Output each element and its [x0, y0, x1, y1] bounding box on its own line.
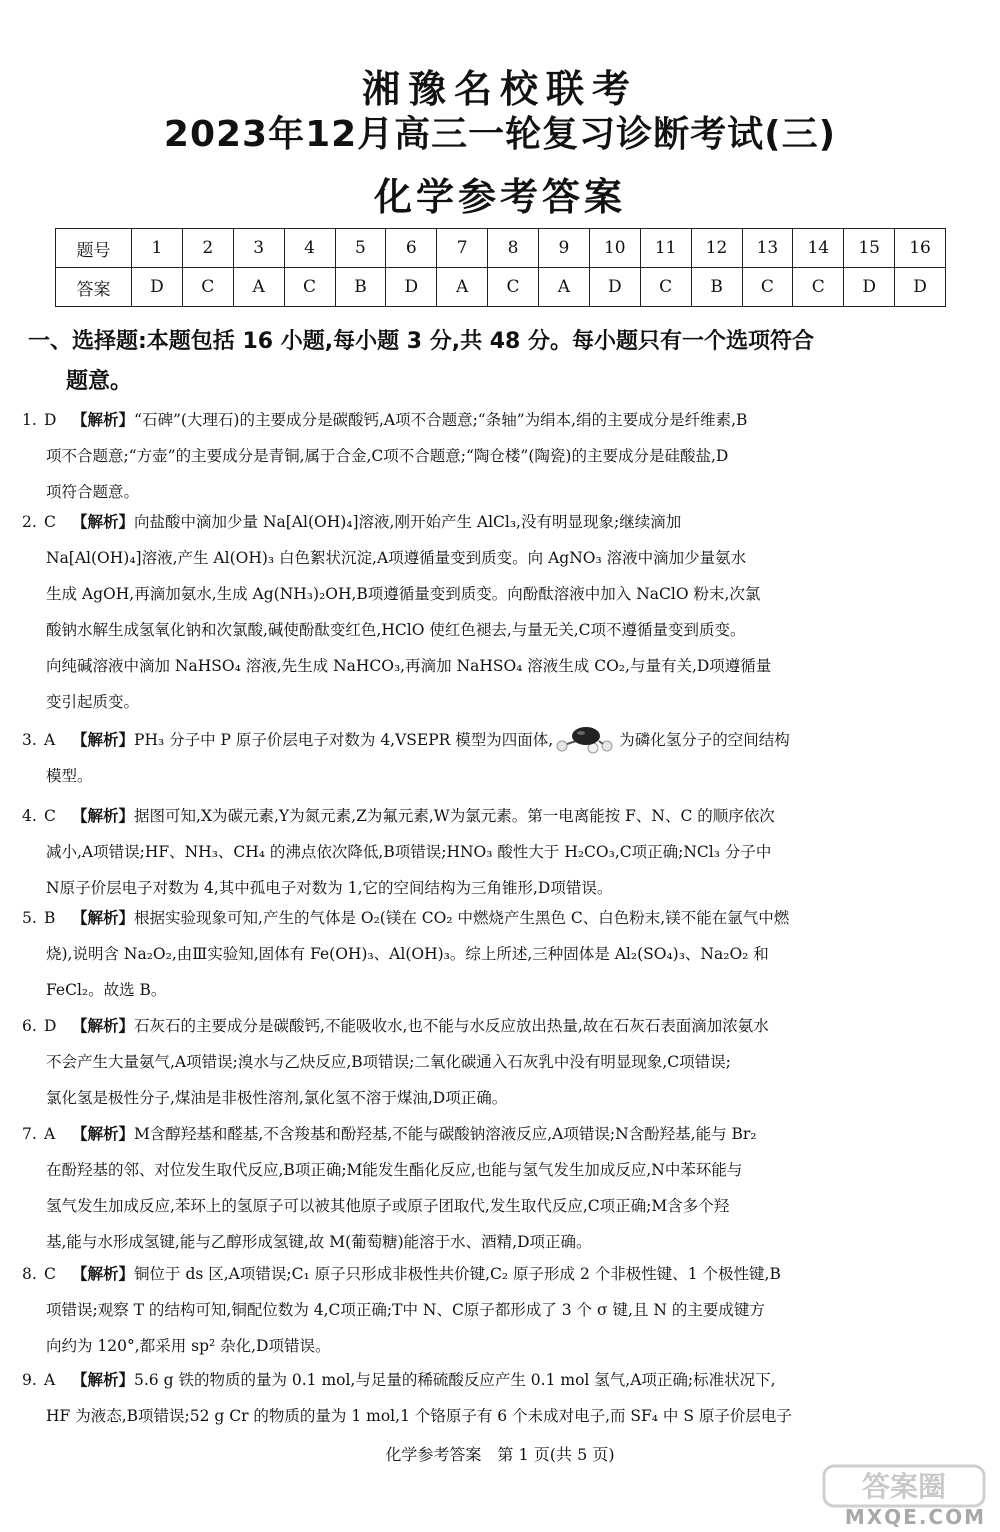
solution-line	[22, 1362, 978, 1398]
item-answer: A	[44, 1125, 56, 1143]
solution-text: 铜位于 ds 区,A项错误;C₁ 原子只形成非极性共价键,C₂ 原子形成 2 个非极性键、1 个极性键,B	[134, 1265, 781, 1283]
solution-item-4	[22, 798, 978, 906]
solution-line	[22, 504, 978, 540]
question-number-cell: 10	[589, 229, 640, 268]
answer-cell: C	[182, 268, 233, 307]
item-answer: D	[44, 411, 57, 429]
section-heading	[28, 322, 978, 402]
answer-cell: C	[742, 268, 793, 307]
item-answer: A	[44, 731, 56, 749]
analysis-tag: 【解析】	[72, 411, 135, 429]
answer-cell: C	[640, 268, 691, 307]
answer-cell: C	[284, 268, 335, 307]
solution-item-5	[22, 900, 978, 1008]
item-number: 6.	[22, 1017, 37, 1035]
solution-text: “石碑”(大理石)的主要成分是碳酸钙,A项不合题意;“条轴”为绢本,绢的主要成分是纤维素,B	[134, 411, 748, 429]
question-number-cell: 11	[640, 229, 691, 268]
analysis-tag: 【解析】	[72, 1125, 135, 1143]
question-number-cell: 7	[437, 229, 488, 268]
section-heading-line: 一、选择题:本题包括 16 小题,每小题 3 分,共 48 分。每小题只有一个选项符合	[28, 329, 815, 354]
solution-line: 在酚羟基的邻、对位发生取代反应,B项正确;M能发生酯化反应,也能与氢气发生加成反应,N中苯环能与	[46, 1161, 743, 1179]
answer-row	[56, 268, 946, 307]
question-number-cell: 3	[233, 229, 284, 268]
question-number-cell: 16	[895, 229, 946, 268]
solution-line: 项错误;观察 T 的结构可知,铜配位数为 4,C项正确;T中 N、C原子都形成了 3 个 σ 键,且 N 的主要成键方	[46, 1301, 765, 1319]
question-number-cell: 4	[284, 229, 335, 268]
watermark-logo-text: 答案圈	[861, 1470, 947, 1503]
answer-key-title: 化学参考答案	[373, 175, 626, 219]
solution-line: Na[Al(OH)₄]溶液,产生 Al(OH)₃ 白色絮状沉淀,A项遵循量变到质变。向 AgNO₃ 溶液中滴加少量氨水	[46, 549, 747, 567]
question-number-cell: 13	[742, 229, 793, 268]
question-number-cell: 5	[335, 229, 386, 268]
item-number: 8.	[22, 1265, 37, 1283]
solution-line	[22, 1256, 978, 1292]
solution-line: FeCl₂。故选 B。	[46, 981, 167, 999]
analysis-tag: 【解析】	[72, 909, 135, 927]
solution-line: 减小,A项错误;HF、NH₃、CH₄ 的沸点依次降低,B项错误;HNO₃ 酸性大于 H₂CO₃,C项正确;NCl₃ 分子中	[46, 843, 772, 861]
item-answer: D	[44, 1017, 57, 1035]
solution-line: 项符合题意。	[46, 483, 140, 501]
exam-union-title: 湘豫名校联考	[361, 67, 638, 111]
item-answer: A	[44, 1371, 56, 1389]
answer-cell: D	[386, 268, 437, 307]
solution-item-7	[22, 1116, 978, 1260]
solution-line	[22, 1116, 978, 1152]
item-answer: B	[44, 909, 56, 927]
question-number-cell: 2	[182, 229, 233, 268]
solution-line: 酸钠水解生成氢氧化钠和次氯酸,碱使酚酞变红色,HClO 使红色褪去,与量无关,C项不遵循量变到质变。	[46, 621, 746, 639]
item-number: 3.	[22, 731, 37, 749]
answer-table	[55, 228, 946, 307]
solution-item-6	[22, 1008, 978, 1116]
question-number-cell: 1	[132, 229, 183, 268]
answer-cell: B	[691, 268, 742, 307]
solution-line	[22, 402, 978, 438]
analysis-tag: 【解析】	[72, 1371, 135, 1389]
item-answer: C	[44, 807, 56, 825]
solution-line: 模型。	[46, 767, 93, 785]
item-number: 2.	[22, 513, 37, 531]
item-answer: C	[44, 513, 56, 531]
answer-header: 答案	[56, 268, 132, 307]
solution-text: PH₃ 分子中 P 原子价层电子对数为 4,VSEPR 模型为四面体,	[134, 731, 554, 749]
solution-line: HF 为液态,B项错误;52 g Cr 的物质的量为 1 mol,1 个铬原子有 6 个未成对电子,而 SF₄ 中 S 原子价层电子	[46, 1407, 792, 1425]
answer-cell: B	[335, 268, 386, 307]
answer-cell: A	[233, 268, 284, 307]
exam-session-title: 2023年12月高三一轮复习诊断考试(三)	[163, 114, 837, 155]
question-number-cell: 14	[793, 229, 844, 268]
solution-line: 不会产生大量氨气,A项错误;溴水与乙炔反应,B项错误;二氧化碳通入石灰乳中没有明显现象,C项错误;	[46, 1053, 731, 1071]
analysis-tag: 【解析】	[72, 807, 135, 825]
solution-text: 根据实验现象可知,产生的气体是 O₂(镁在 CO₂ 中燃烧产生黑色 C、白色粉末,镁不能在氩气中燃	[134, 909, 790, 927]
solution-line	[22, 722, 978, 758]
solution-text: M含醇羟基和醛基,不含羧基和酚羟基,不能与碳酸钠溶液反应,A项错误;N含酚羟基,能与 Br₂	[134, 1125, 757, 1143]
question-number-cell: 9	[539, 229, 590, 268]
item-number: 1.	[22, 411, 37, 429]
solution-line: 生成 AgOH,再滴加氨水,生成 Ag(NH₃)₂OH,B项遵循量变到质变。向酚酞溶液中加入 NaClO 粉末,次氯	[46, 585, 761, 603]
answer-cell: A	[437, 268, 488, 307]
item-number: 5.	[22, 909, 37, 927]
phosphine-molecule-icon	[553, 726, 619, 756]
solution-line: 基,能与水形成氢键,能与乙醇形成氢键,故 M(葡萄糖)能溶于水、酒精,D项正确。	[46, 1233, 592, 1251]
solution-line: 向约为 120°,都采用 sp² 杂化,D项错误。	[46, 1337, 331, 1355]
solution-text: 向盐酸中滴加少量 Na[Al(OH)₄]溶液,刚开始产生 AlCl₃,没有明显现象;继续滴加	[134, 513, 682, 531]
item-number: 7.	[22, 1125, 37, 1143]
analysis-tag: 【解析】	[72, 1017, 135, 1035]
solution-item-8	[22, 1256, 978, 1364]
question-number-cell: 15	[844, 229, 895, 268]
question-number-cell: 8	[488, 229, 539, 268]
solution-line: 项不合题意;“方壶”的主要成分是青铜,属于合金,C项不合题意;“陶仓楼”(陶瓷)的主要成分是硅酸盐,D	[46, 447, 729, 465]
solution-item-1	[22, 402, 978, 510]
question-number-cell: 12	[691, 229, 742, 268]
solution-line: 烧),说明含 Na₂O₂,由Ⅲ实验知,固体有 Fe(OH)₃、Al(OH)₃。综上所述,三种固体是 Al₂(SO₄)₃、Na₂O₂ 和	[46, 945, 769, 963]
solution-line: 向纯碱溶液中滴加 NaHSO₄ 溶液,先生成 NaHCO₃,再滴加 NaHSO₄ 溶液生成 CO₂,与量有关,D项遵循量	[46, 657, 772, 675]
solution-line: 氯化氢是极性分子,煤油是非极性溶剂,氯化氢不溶于煤油,D项正确。	[46, 1089, 508, 1107]
answer-cell: D	[132, 268, 183, 307]
question-number-header: 题号	[56, 229, 132, 268]
item-number: 9.	[22, 1371, 37, 1389]
page-footer: 化学参考答案 第 1 页(共 5 页)	[385, 1445, 615, 1464]
watermark-url: MXQE.COM	[844, 1505, 986, 1529]
solution-line	[22, 900, 978, 936]
solution-text: 石灰石的主要成分是碳酸钙,不能吸收水,也不能与水反应放出热量,故在石灰石表面滴加浓氨水	[134, 1017, 769, 1035]
analysis-tag: 【解析】	[72, 731, 135, 749]
answer-cell: D	[844, 268, 895, 307]
section-heading-line: 题意。	[66, 369, 133, 394]
question-number-row	[56, 229, 946, 268]
item-number: 4.	[22, 807, 37, 825]
solution-text: 据图可知,X为碳元素,Y为氮元素,Z为氟元素,W为氯元素。第一电离能按 F、N、C 的顺序依次	[134, 807, 775, 825]
solution-item-2	[22, 504, 978, 720]
answer-cell: D	[895, 268, 946, 307]
analysis-tag: 【解析】	[72, 1265, 135, 1283]
solution-line: 氢气发生加成反应,苯环上的氢原子可以被其他原子或原子团取代,发生取代反应,C项正确;M含多个羟	[46, 1197, 730, 1215]
answer-cell: C	[488, 268, 539, 307]
analysis-tag: 【解析】	[72, 513, 135, 531]
solution-line: N原子价层电子对数为 4,其中孤电子对数为 1,它的空间结构为三角锥形,D项错误。	[46, 879, 613, 897]
solution-line	[22, 798, 978, 834]
item-answer: C	[44, 1265, 56, 1283]
answer-cell: A	[539, 268, 590, 307]
answer-cell: C	[793, 268, 844, 307]
solution-text: 为磷化氢分子的空间结构	[619, 731, 790, 749]
solution-text: 5.6 g 铁的物质的量为 0.1 mol,与足量的稀硫酸反应产生 0.1 mol 氢气,A项正确;标准状况下,	[134, 1371, 776, 1389]
solution-line: 变引起质变。	[46, 693, 140, 711]
solution-line	[22, 1008, 978, 1044]
question-number-cell: 6	[386, 229, 437, 268]
solution-item-3	[22, 722, 978, 794]
answer-cell: D	[589, 268, 640, 307]
solution-item-9	[22, 1362, 978, 1434]
